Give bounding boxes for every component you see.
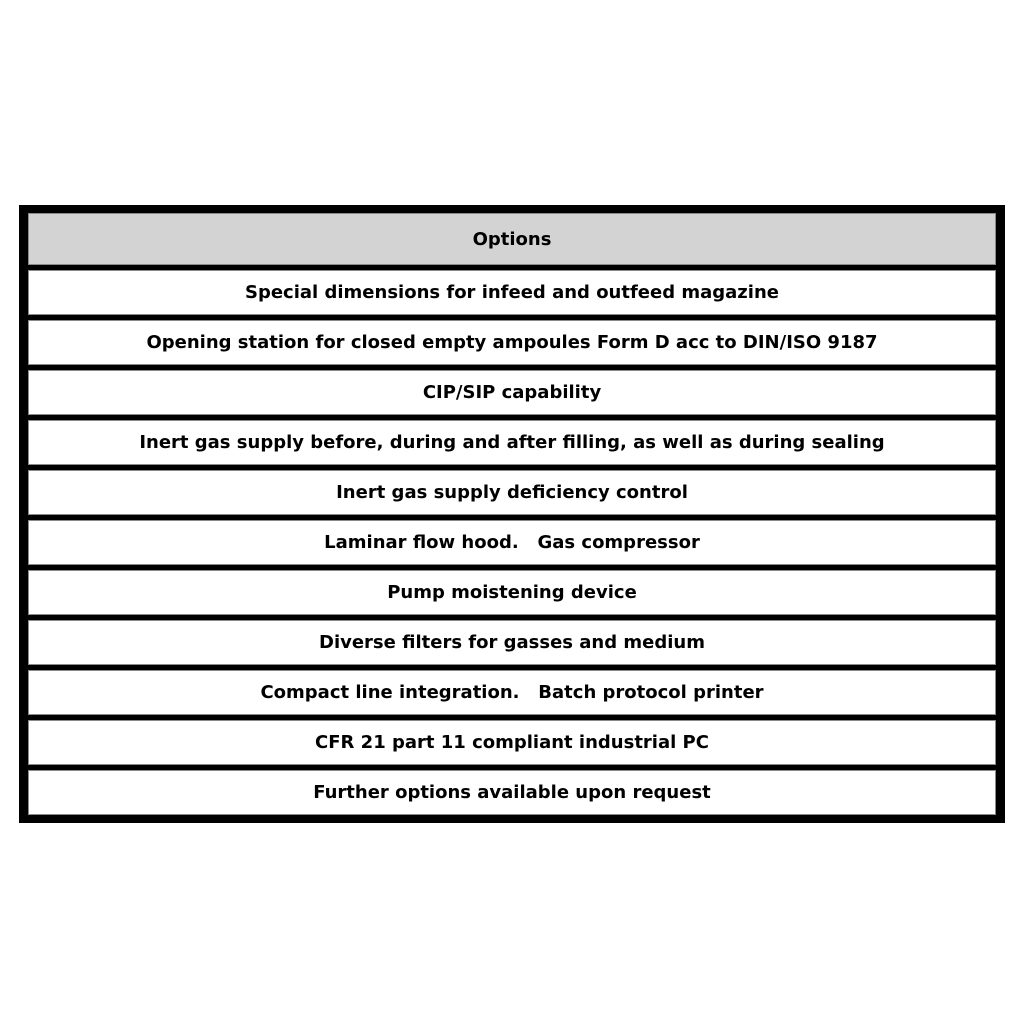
table-row: Laminar flow hood. Gas compressor (28, 520, 996, 565)
table-row: Inert gas supply deficiency control (28, 470, 996, 515)
table-row: Special dimensions for infeed and outfeed magazine (28, 270, 996, 315)
table-row: Further options available upon request (28, 770, 996, 815)
table-row: Compact line integration. Batch protocol printer (28, 670, 996, 715)
table-row: CFR 21 part 11 compliant industrial PC (28, 720, 996, 765)
table-row: Pump moistening device (28, 570, 996, 615)
table-row: Diverse filters for gasses and medium (28, 620, 996, 665)
table-row: CIP/SIP capability (28, 370, 996, 415)
table-header: Options (28, 213, 996, 265)
table-row: Inert gas supply before, during and after filling, as well as during sealing (28, 420, 996, 465)
table-row: Opening station for closed empty ampoules Form D acc to DIN/ISO 9187 (28, 320, 996, 365)
options-table (19, 205, 1005, 823)
